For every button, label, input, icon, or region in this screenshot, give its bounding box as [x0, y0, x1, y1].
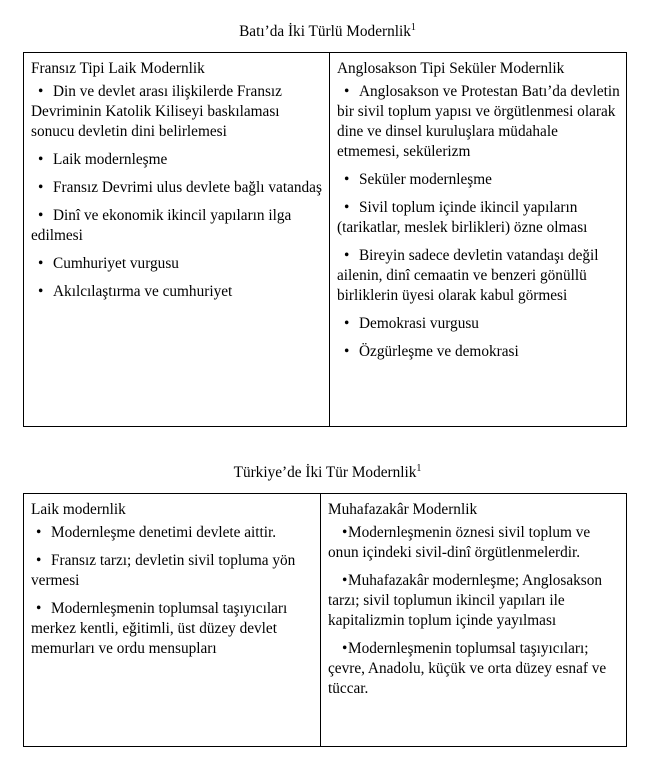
bullet-list	[337, 82, 620, 362]
table2-caption	[0, 464, 655, 482]
list-item-text: Modernleşmenin toplumsal taşıyıcıları; çevre, Anadolu, küçük ve orta düzey esnaf ve tüccar.	[328, 640, 607, 697]
table1-caption	[0, 23, 655, 41]
bullet-icon: •	[38, 179, 44, 196]
list-item-text: Modernleşme denetimi devlete aittir.	[51, 524, 277, 541]
list-item	[337, 82, 620, 162]
cell-french-laic	[24, 53, 330, 426]
cell-anglosaxon-secular	[330, 53, 626, 426]
bullet-icon: •	[343, 315, 350, 332]
bullet-icon: •	[343, 171, 350, 188]
list-item	[31, 523, 314, 543]
list-item	[337, 246, 620, 306]
list-item	[337, 314, 620, 334]
list-item	[31, 282, 323, 302]
list-item-text: Cumhuriyet vurgusu	[53, 255, 179, 272]
bullet-icon: •	[36, 524, 42, 541]
bullet-icon: •	[342, 640, 348, 657]
list-item-text: Modernleşmenin öznesi sivil toplum ve onun içindeki sivil-dinî örgütlenmelerdir.	[328, 524, 591, 561]
bullet-icon: •	[343, 199, 350, 216]
list-item	[31, 178, 323, 198]
bullet-icon: •	[36, 552, 42, 569]
table-turkey-modernity	[23, 493, 627, 747]
list-item-text: Seküler modernleşme	[358, 171, 492, 188]
list-item	[337, 170, 620, 190]
list-item-text: Akılcılaştırma ve cumhuriyet	[53, 283, 233, 300]
list-item	[328, 639, 620, 699]
bullet-icon: •	[342, 572, 348, 589]
list-item-text: Laik modernleşme	[53, 151, 168, 168]
list-item	[328, 571, 620, 631]
list-item	[31, 254, 323, 274]
table2-caption-text: Türkiye’de İki Tür Modernlik	[233, 464, 417, 481]
list-item-text: Bireyin sadece devletin vatandaşı değil ailenin, dinî cemaatin ve benzeri gönüllü birliklerin üyesi olarak kabul görmesi	[336, 247, 599, 304]
list-item-text: Modernleşmenin toplumsal taşıyıcıları merkez kentli, eğitimli, üst düzey devlet memurları ve ordu mensupları	[31, 600, 288, 657]
bullet-icon: •	[343, 83, 350, 100]
bullet-icon: •	[38, 283, 44, 300]
cell-conservative-modernity	[321, 494, 626, 746]
list-item-text: Fransız tarzı; devletin sivil topluma yön vermesi	[31, 552, 296, 589]
bullet-icon: •	[38, 151, 44, 168]
bullet-icon: •	[38, 83, 44, 100]
cell-laic-modernity	[24, 494, 321, 746]
table-west-modernity	[23, 52, 627, 427]
column-title: Anglosakson Tipi Seküler Modernlik	[336, 60, 565, 77]
list-item	[31, 82, 323, 142]
bullet-icon: •	[343, 343, 350, 360]
list-item	[31, 551, 314, 591]
list-item-text: Demokrasi vurgusu	[358, 315, 479, 332]
bullet-icon: •	[38, 255, 44, 272]
bullet-icon: •	[342, 524, 348, 541]
column-title: Laik modernlik	[31, 501, 126, 518]
list-item-text: Din ve devlet arası ilişkilerde Fransız Devriminin Katolik Kiliseyi baskılaması sonucu devletin dini belirlemesi	[31, 83, 282, 140]
bullet-list	[328, 523, 620, 699]
list-item	[31, 150, 323, 170]
bullet-icon: •	[36, 600, 42, 617]
column-title: Fransız Tipi Laik Modernlik	[31, 60, 205, 77]
table1-caption-text: Batı’da İki Türlü Modernlik	[239, 23, 411, 40]
bullet-list	[31, 82, 323, 302]
list-item	[31, 206, 323, 246]
list-item-text: Özgürleşme ve demokrasi	[358, 343, 519, 360]
list-item-text: Anglosakson ve Protestan Batı’da devletin bir sivil toplum yapısı ve örgütlenmesi olarak dine ve dinsel kuruluşlara müdahale etmemesi, sekülerizm	[336, 83, 620, 160]
bullet-list	[31, 523, 314, 659]
list-item	[328, 523, 620, 563]
bullet-icon: •	[343, 247, 350, 264]
list-item-text: Dinî ve ekonomik ikincil yapıların ilga edilmesi	[31, 207, 292, 244]
list-item	[337, 342, 620, 362]
list-item-text: Sivil toplum içinde ikincil yapıların (tarikatlar, meslek birlikleri) özne olması	[336, 199, 588, 236]
bullet-icon: •	[38, 207, 44, 224]
column-title: Muhafazakâr Modernlik	[328, 501, 478, 518]
list-item	[337, 198, 620, 238]
footnote-marker: 1	[416, 463, 422, 474]
footnote-marker: 1	[410, 22, 416, 33]
list-item-text: Fransız Devrimi ulus devlete bağlı vatandaş	[53, 179, 322, 196]
list-item-text: Muhafazakâr modernleşme; Anglosakson tarzı; sivil toplumun ikincil yapıları ile kapitalizmin toplum içinde yayılması	[328, 572, 603, 629]
list-item	[31, 599, 314, 659]
